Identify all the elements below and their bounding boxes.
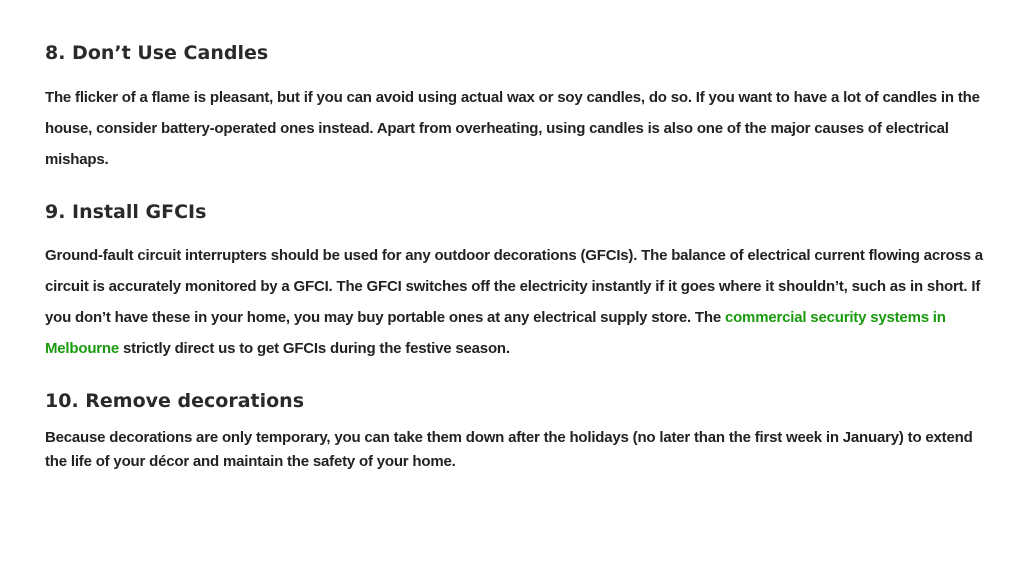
gfci-body-text-end: strictly direct us to get GFCIs during the festive season. [119, 340, 510, 357]
commercial-security-link[interactable]: commercial security systems in Melbourne [45, 309, 946, 357]
section-heading-gfcis: 9. Install GFCIs [45, 201, 207, 223]
section-heading-remove-decorations: 10. Remove decorations [45, 390, 305, 412]
section-heading-candles: 8. Don’t Use Candles [45, 42, 269, 64]
section-body-remove-decorations: Because decorations are only temporary, you can take them down after the holidays (no later than the first week in January) to extend the life of your décor and maintain the safety of your home. [45, 429, 973, 470]
gfci-body-text-start: Ground-fault circuit interrupters should be used for any outdoor decorations (GFCIs). The balance of electrical current flowing across a circuit is accurately monitored by a GFCI. The GFCI switches off the electricity instantly if it goes where it shouldn’t, such as in short. If you don’t have these in your home, you may buy portable ones at any electrical supply store. The [45, 247, 983, 326]
section-body-candles: The flicker of a flame is pleasant, but if you can avoid using actual wax or soy candles, do so. If you want to have a lot of candles in the house, consider battery-operated ones instead. Apart from overheating, using candles is also one of the major causes of electrical mishaps. [45, 89, 980, 168]
section-body-gfcis [45, 240, 985, 364]
